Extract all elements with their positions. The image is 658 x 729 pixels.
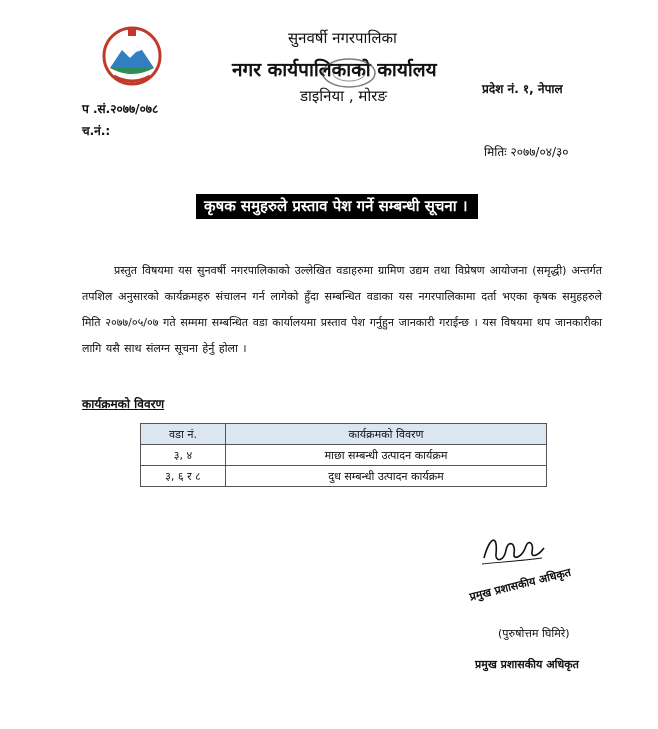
- description-cell: माछा सम्बन्धी उत्पादन कार्यक्रम: [226, 445, 547, 466]
- ward-cell: ३, ६ र ८: [141, 466, 226, 487]
- column-header-ward: वडा नं.: [141, 424, 226, 445]
- program-section-heading: कार्यक्रमको विवरण: [82, 397, 165, 411]
- program-table: [140, 423, 547, 487]
- municipality-name: सुनवर्षी नगरपालिका: [288, 29, 397, 47]
- signer-name: (पुरुषोत्तम घिमिरे): [498, 627, 570, 640]
- notice-title: कृषक समुहरुले प्रस्ताव पेश गर्ने सम्बन्धी सूचना ।: [196, 194, 478, 219]
- description-cell: दुध सम्बन्धी उत्पादन कार्यक्रम: [226, 466, 547, 487]
- table-row: [141, 445, 547, 466]
- officer-stamp-text: प्रमुख प्रशासकीय अधिकृत: [468, 565, 573, 604]
- office-seal-stamp: [320, 56, 378, 90]
- reference-number: प .सं.२०७७/०७८: [82, 102, 159, 116]
- table-row: [141, 466, 547, 487]
- handwritten-signature: [476, 528, 548, 570]
- nepal-emblem-logo: [100, 24, 164, 88]
- ward-cell: ३, ४: [141, 445, 226, 466]
- signer-title: प्रमुख प्रशासकीय अधिकृत: [475, 658, 579, 671]
- office-name: नगर कार्यपालिकाको कार्यालय: [232, 59, 437, 81]
- table-header-row: [141, 424, 547, 445]
- column-header-description: कार्यक्रमको विवरण: [226, 424, 547, 445]
- province-label: प्रदेश नं. १, नेपाल: [482, 82, 563, 96]
- office-address: डाइनिया , मोरङ: [300, 87, 387, 105]
- letter-date: मितिः २०७७/०४/३०: [484, 145, 569, 159]
- dispatch-number: च.नं.:: [82, 124, 111, 138]
- notice-body: प्रस्तुत विषयमा यस सुनवर्षी नगरपालिकाको उल्लेखित वडाहरुमा ग्रामिण उद्यम तथा विप्रेषण आयोजना (समृद्धी) अन्तर्गत तपशिल अनुसारको कार्यक्रमहरु संचालन गर्न लागेको हुँदा सम्बन्धित वडाका यस नगरपालिकामा दर्ता भएका कृषक समुहहरुले मिति २०७७/०५/०७ गते सम्ममा सम्बन्धित वडा कार्यालयमा प्रस्ताव पेश गर्नुहुन जानकारी गराईन्छ । यस विषयमा थप जानकारीका लागि यसै साथ संलग्न सूचना हेर्नु होला ।: [82, 264, 602, 355]
